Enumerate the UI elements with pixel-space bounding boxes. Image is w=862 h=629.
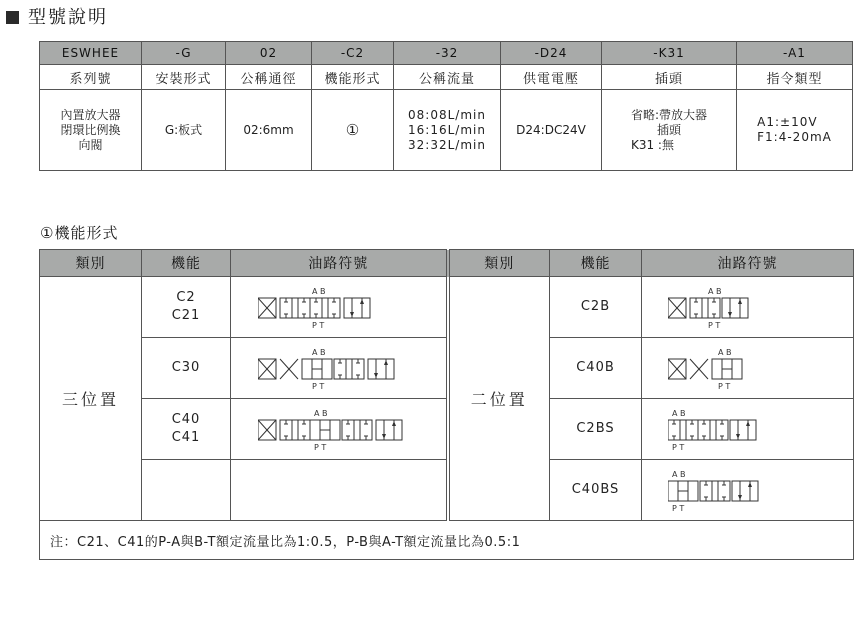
- svg-text:P T: P T: [671, 504, 684, 513]
- series-detail: 內置放大器 閉環比例換 向閥: [40, 90, 142, 171]
- heading-square-icon: [6, 11, 19, 24]
- valve-symbol-c2: [231, 277, 448, 338]
- valve-diagram-icon: [258, 404, 418, 454]
- three-position-category: 三位置: [40, 277, 142, 521]
- name-cell: 指令類型: [737, 65, 853, 90]
- function-table: [39, 249, 854, 560]
- valve-symbol-c2bs: [642, 399, 854, 460]
- voltage-detail: D24:DC24V: [501, 90, 602, 171]
- valve-diagram-icon: [258, 343, 418, 393]
- flow-detail: 08:08L/min 16:16L/min 32:32L/min: [394, 90, 501, 171]
- code-cell: -C2: [312, 42, 394, 65]
- valve-diagram-icon: [258, 282, 418, 332]
- code-cell: ESWHEE: [40, 42, 142, 65]
- model-code-table: [39, 41, 853, 171]
- note-row: [40, 521, 854, 560]
- valve-symbol-c40b: [642, 338, 854, 399]
- function-code: C2B: [550, 277, 642, 338]
- code-cell: -D24: [501, 42, 602, 65]
- valve-symbol-c40bs: [642, 460, 854, 521]
- svg-text:P T: P T: [707, 321, 720, 330]
- function-code-empty: [142, 460, 231, 521]
- function-code: C2BS: [550, 399, 642, 460]
- mount-detail: G:板式: [142, 90, 226, 171]
- code-row: [40, 42, 853, 65]
- svg-text:A B: A B: [312, 287, 326, 296]
- code-cell: -A1: [737, 42, 853, 65]
- header-function: 機能: [142, 250, 231, 277]
- function-section-title: ①機能形式: [40, 224, 119, 242]
- name-row: [40, 65, 853, 90]
- function-row: [40, 277, 854, 338]
- name-cell: 安裝形式: [142, 65, 226, 90]
- code-cell: 02: [226, 42, 312, 65]
- svg-text:P T: P T: [312, 321, 325, 330]
- svg-text:A B: A B: [671, 470, 686, 479]
- name-cell: 供電電壓: [501, 65, 602, 90]
- function-detail: ①: [312, 90, 394, 171]
- header-symbol: 油路符號: [231, 250, 448, 277]
- function-row: [40, 399, 854, 460]
- function-header-row: [40, 250, 854, 277]
- valve-diagram-icon: [668, 465, 828, 515]
- valve-symbol-c30: [231, 338, 448, 399]
- function-code: C2 C21: [142, 277, 231, 338]
- valve-symbol-c2b: [642, 277, 854, 338]
- svg-text:A B: A B: [314, 409, 328, 418]
- svg-text:A B: A B: [707, 287, 722, 296]
- name-cell: 公稱流量: [394, 65, 501, 90]
- svg-text:A B: A B: [671, 409, 686, 418]
- plug-detail: 省略:帶放大器 插頭 K31 :無: [602, 90, 737, 171]
- header-category: 類別: [448, 250, 550, 277]
- svg-text:P T: P T: [671, 443, 684, 452]
- function-code: C30: [142, 338, 231, 399]
- svg-text:P T: P T: [314, 443, 327, 452]
- valve-symbol-empty: [231, 460, 448, 521]
- code-cell: -K31: [602, 42, 737, 65]
- function-row: [40, 338, 854, 399]
- valve-diagram-icon: [668, 343, 828, 393]
- name-cell: 插頭: [602, 65, 737, 90]
- page-title: 型號說明: [28, 7, 108, 28]
- name-cell: 公稱通徑: [226, 65, 312, 90]
- svg-text:P T: P T: [717, 382, 730, 391]
- detail-row: [40, 90, 853, 171]
- header-category: 類別: [40, 250, 142, 277]
- function-row: [40, 460, 854, 521]
- diameter-detail: 02:6mm: [226, 90, 312, 171]
- svg-text:A B: A B: [717, 348, 732, 357]
- function-code: C40BS: [550, 460, 642, 521]
- name-cell: 機能形式: [312, 65, 394, 90]
- command-detail: A1:±10V F1:4-20mA: [737, 90, 853, 171]
- function-code: C40B: [550, 338, 642, 399]
- valve-diagram-icon: [668, 404, 828, 454]
- function-code: C40 C41: [142, 399, 231, 460]
- code-cell: -G: [142, 42, 226, 65]
- svg-text:P T: P T: [312, 382, 325, 391]
- name-cell: 系列號: [40, 65, 142, 90]
- valve-symbol-c40: [231, 399, 448, 460]
- two-position-category: 二位置: [448, 277, 550, 521]
- header-symbol: 油路符號: [642, 250, 854, 277]
- code-cell: -32: [394, 42, 501, 65]
- svg-text:A B: A B: [312, 348, 326, 357]
- valve-diagram-icon: [668, 282, 828, 332]
- footnote: 注：C21、C41的P-A與B-T額定流量比為1:0.5，P-B與A-T額定流量比為0.5:1: [40, 521, 854, 560]
- header-function: 機能: [550, 250, 642, 277]
